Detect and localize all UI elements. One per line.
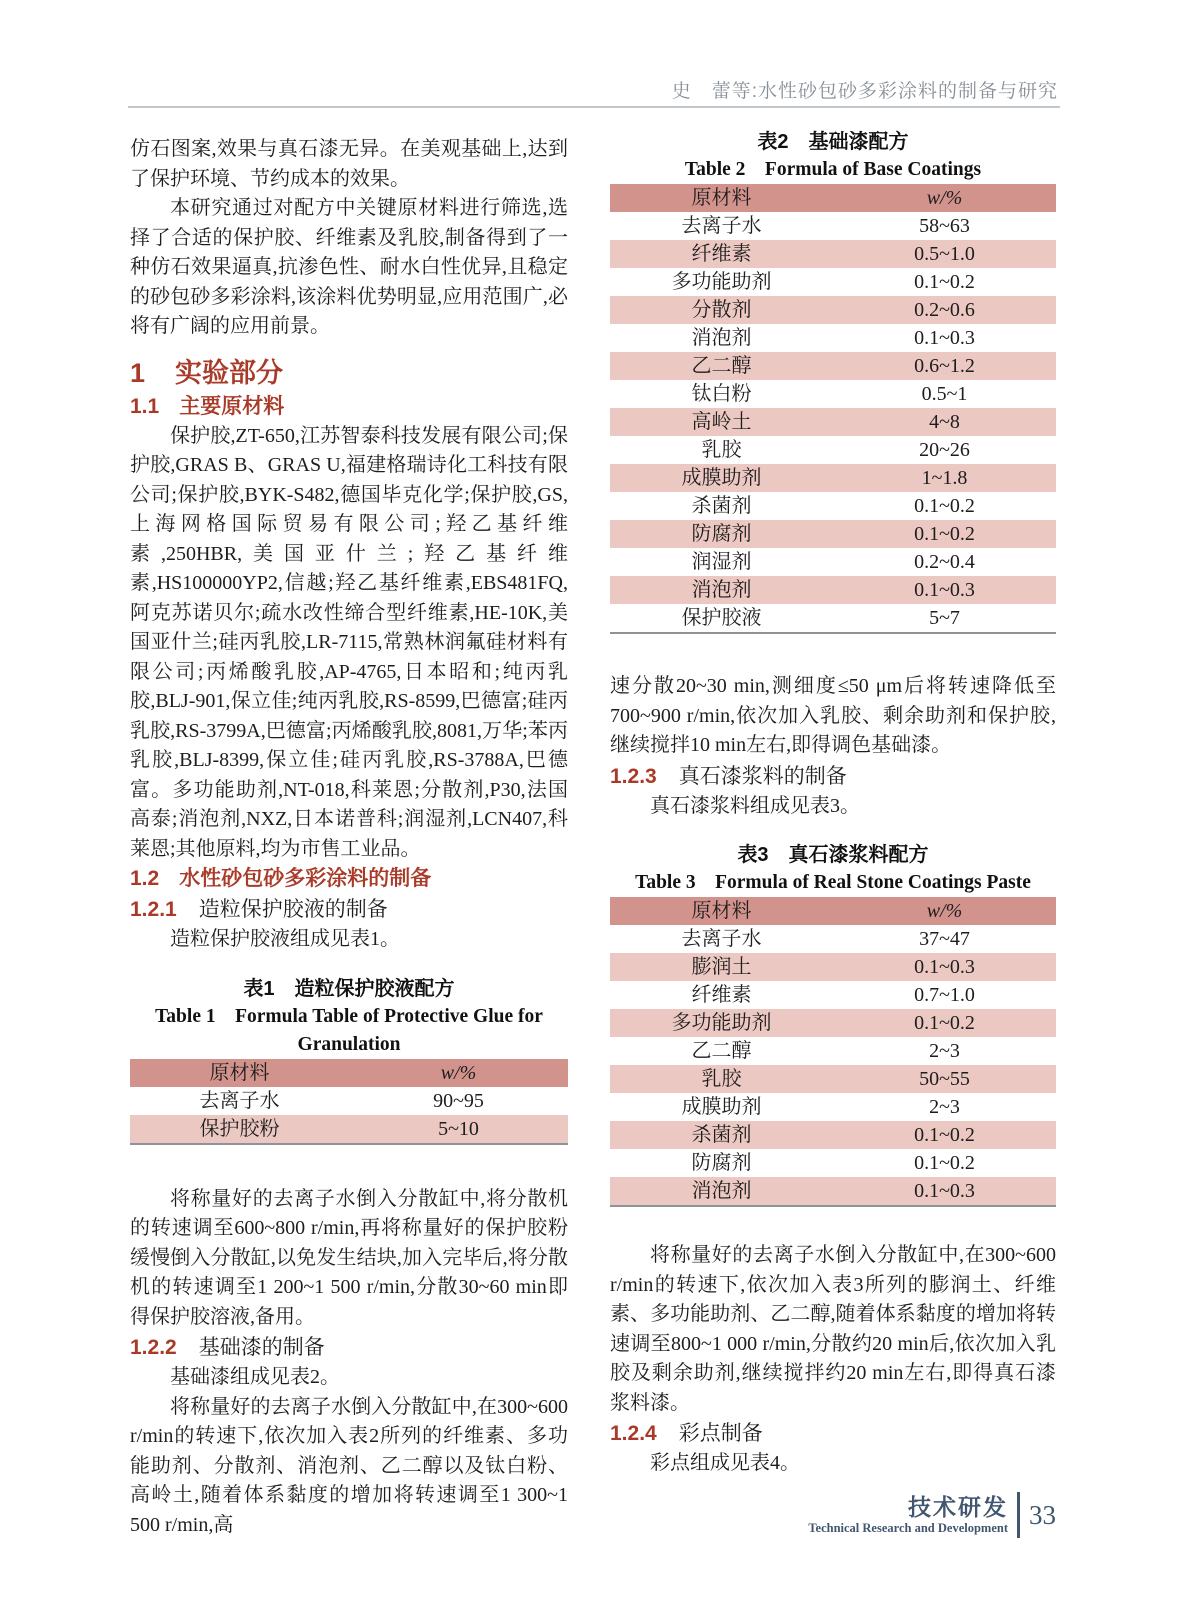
table-row <box>610 925 1056 953</box>
value-cell: 50~55 <box>919 1068 970 1090</box>
table-row <box>610 1093 1056 1121</box>
table-row <box>610 408 1056 436</box>
material-cell: 消泡剂 <box>691 327 752 349</box>
footer-section-labels <box>808 1494 1008 1536</box>
material-cell: 防腐剂 <box>691 1152 752 1174</box>
page-number: 33 <box>1029 1499 1056 1530</box>
material-cell: 乙二醇 <box>691 355 752 377</box>
value-cell: 0.1~0.3 <box>914 1180 975 1202</box>
footer-section-zh: 技术研发 <box>908 1494 1008 1520</box>
section-1-2-2-number: 1.2.2 <box>130 1336 177 1359</box>
material-cell: 膨润土 <box>691 956 752 978</box>
paragraph-intro-continued: 仿石图案,效果与真石漆无异。在美观基础上,达到了保护环境、节约成本的效果。 <box>130 138 568 190</box>
value-cell: 20~26 <box>919 439 970 461</box>
material-cell: 保护胶液 <box>681 607 762 629</box>
table-row <box>610 953 1056 981</box>
section-heading-1-2-1 <box>130 894 568 925</box>
material-cell: 原材料 <box>209 1061 270 1084</box>
material-cell: 乳胶 <box>701 439 742 461</box>
table-2-block <box>610 128 1056 634</box>
material-cell: 原材料 <box>691 187 752 209</box>
table-1-title-zh: 表1 造粒保护胶液配方 <box>243 977 455 1000</box>
material-cell: 多功能助剂 <box>671 1012 772 1034</box>
value-cell: 0.1~0.2 <box>914 271 975 293</box>
value-cell: 0.1~0.3 <box>914 327 975 349</box>
value-cell: 0.2~0.4 <box>914 551 975 573</box>
table-row <box>610 436 1056 464</box>
table-header-row <box>610 897 1056 925</box>
paragraph-granulation-process: 将称量好的去离子水倒入分散缸中,将分散机的转速调至600~800 r/min,再将称量好的保护胶粉缓慢倒入分散缸,以免发生结块,加入完毕后,将分散机的转速调至1 200~1 500 r/min,分散30~60 min即得保护胶溶液,备用。 <box>130 1187 568 1328</box>
value-cell: 0.5~1.0 <box>914 243 975 265</box>
material-cell: 去离子水 <box>199 1089 280 1112</box>
table-header-row <box>610 184 1056 212</box>
section-heading-1-2-4 <box>610 1418 1056 1449</box>
value-cell: w/% <box>926 187 963 209</box>
paragraph-raw-materials: 保护胶,ZT-650,江苏智泰科技发展有限公司;保护胶,GRAS B、GRAS U,福建格瑞诗化工科技有限公司;保护胶,BYK-S482,德国毕克化学;保护胶,GS,上海网格国际贸易有限公司;羟乙基纤维素,250HBR,美国亚什兰;羟乙基纤维素,HS100000YP2,信越;羟乙基纤维素,EBS481FQ,阿克苏诺贝尔;疏水改性缔合型纤维素,HE-10K,美国亚什兰;硅丙乳胶,LR-7115,常熟林润氟硅材料有限公司;丙烯酸乳胶,AP-4765,日本昭和;纯丙乳胶,BLJ-901,保立佳;纯丙乳胶,RS-8599,巴德富;硅丙乳胶,RS-3799A,巴德富;丙烯酸乳胶,8081,万华;苯丙乳胶,BLJ-8399,保立佳;硅丙乳胶,RS-3788A,巴德富。多功能助剂,NT-018,科莱恩;分散剂,P30,法国高泰;消泡剂,NXZ,日本诺普科;润湿剂,LCN407,科莱恩;其他原料,均为市售工业品。 <box>130 424 568 860</box>
paragraph-base-paint-left: 将称量好的去离子水倒入分散缸中,在300~600 r/min的转速下,依次加入表2所列的纤维素、多功能助剂、分散剂、消泡剂、乙二醇以及钛白粉、高岭土,随着体系黏度的增加将转速调至1 300~1 500 r/min,高 <box>130 1395 568 1536</box>
section-1-2-number: 1.2 <box>130 867 160 890</box>
table-1-block <box>130 975 568 1145</box>
value-cell: 0.1~0.2 <box>914 1152 975 1174</box>
section-1-1-number: 1.1 <box>130 394 160 418</box>
section-1-1-title: 主要原材料 <box>179 394 285 418</box>
value-cell: 0.5~1 <box>921 383 968 405</box>
table-row <box>610 548 1056 576</box>
table-2-title-zh: 表2 基础漆配方 <box>757 131 909 153</box>
material-cell: 钛白粉 <box>691 383 752 405</box>
table-3-block <box>610 841 1056 1207</box>
table-row <box>130 1087 568 1115</box>
section-1-2-1-title: 造粒保护胶液的制备 <box>198 897 388 921</box>
value-cell: 0.1~0.2 <box>914 523 975 545</box>
material-cell: 多功能助剂 <box>671 271 772 293</box>
material-cell: 高岭土 <box>691 411 752 433</box>
running-title: 史 蕾等:水性砂包砂多彩涂料的制备与研究 <box>671 81 1058 102</box>
section-heading-1-2-2 <box>130 1332 568 1363</box>
lead-1-2-1: 造粒保护胶液组成见表1。 <box>170 928 400 950</box>
table-row <box>610 1037 1056 1065</box>
table-row <box>610 464 1056 492</box>
lead-1-2-3: 真石漆浆料组成见表3。 <box>650 794 860 817</box>
material-cell: 去离子水 <box>681 928 762 950</box>
value-cell: 58~63 <box>919 215 970 237</box>
section-1-2-4-title: 彩点制备 <box>678 1421 763 1445</box>
material-cell: 分散剂 <box>691 299 752 321</box>
material-cell: 原材料 <box>691 900 752 922</box>
table-row <box>610 1009 1056 1037</box>
paragraph-base-paint-right: 速分散20~30 min,测细度≤50 μm后将转速降低至700~900 r/min,依次加入乳胶、剩余助剂和保护胶,继续搅拌10 min左右,即得调色基础漆。 <box>610 675 1056 756</box>
table-2 <box>610 184 1056 634</box>
value-cell: 0.2~0.6 <box>914 299 975 321</box>
section-heading-1-1 <box>130 392 568 422</box>
right-column <box>610 128 1056 1479</box>
table-row <box>610 604 1056 633</box>
footer-section-en: Technical Research and Development <box>808 1521 1008 1535</box>
section-heading-1 <box>130 356 568 390</box>
paragraph-stone-paste-process: 将称量好的去离子水倒入分散缸中,在300~600 r/min的转速下,依次加入表3所列的膨润土、纤维素、多功能助剂、乙二醇,随着体系黏度的增加将转速调至800~1 000 r/min,分散约20 min后,依次加入乳胶及剩余助剂,继续搅拌约20 min左右,即得真石漆浆料漆。 <box>610 1244 1056 1414</box>
material-cell: 乳胶 <box>701 1068 742 1090</box>
footer-divider <box>1017 1492 1020 1538</box>
table-row <box>610 492 1056 520</box>
material-cell: 成膜助剂 <box>681 467 762 489</box>
value-cell: 4~8 <box>929 411 960 433</box>
table-row <box>610 324 1056 352</box>
value-cell: 0.7~1.0 <box>914 984 975 1006</box>
section-heading-1-2-3 <box>610 761 1056 792</box>
table-row <box>610 380 1056 408</box>
value-cell: 0.6~1.2 <box>914 355 975 377</box>
value-cell: w/% <box>440 1061 477 1084</box>
table-row <box>610 268 1056 296</box>
material-cell: 杀菌剂 <box>691 495 752 517</box>
table-row <box>610 212 1056 240</box>
value-cell: 1~1.8 <box>921 467 968 489</box>
table-1-title-en: Table 1 Formula Table of Protective Glue for Granulation <box>155 1005 543 1055</box>
table-row <box>610 520 1056 548</box>
paragraph-intro-summary: 本研究通过对配方中关键原材料进行筛选,选择了合适的保护胶、纤维素及乳胶,制备得到了一种仿石效果逼真,抗渗色性、耐水白性优异,且稳定的砂包砂多彩涂料,该涂料优势明显,应用范围广,必将有广阔的应用前景。 <box>130 197 568 337</box>
table-row <box>610 1149 1056 1177</box>
value-cell: 90~95 <box>433 1089 484 1112</box>
section-1-2-title: 水性砂包砂多彩涂料的制备 <box>179 867 432 890</box>
material-cell: 杀菌剂 <box>691 1124 752 1146</box>
table-row <box>130 1115 568 1144</box>
material-cell: 保护胶粉 <box>199 1117 280 1140</box>
table-row <box>610 1177 1056 1206</box>
table-row <box>610 1121 1056 1149</box>
lead-1-2-2: 基础漆组成见表2。 <box>170 1366 340 1388</box>
material-cell: 消泡剂 <box>691 579 752 601</box>
table-row <box>610 1065 1056 1093</box>
value-cell: 0.1~0.2 <box>914 1124 975 1146</box>
material-cell: 去离子水 <box>681 215 762 237</box>
section-1-2-4-number: 1.2.4 <box>610 1422 657 1445</box>
header-rule <box>128 106 1060 108</box>
material-cell: 纤维素 <box>691 243 752 265</box>
table-row <box>610 576 1056 604</box>
section-1-2-2-title: 基础漆的制备 <box>198 1335 325 1359</box>
value-cell: 5~7 <box>929 607 960 629</box>
left-column <box>130 135 568 1540</box>
table-row <box>610 296 1056 324</box>
section-1-number: 1 <box>130 357 146 388</box>
table-2-title-en: Table 2 Formula of Base Coatings <box>684 159 982 180</box>
table-1 <box>130 1059 568 1145</box>
section-heading-1-2 <box>130 864 568 894</box>
running-header <box>130 76 1058 103</box>
value-cell: 0.1~0.3 <box>914 956 975 978</box>
material-cell: 乙二醇 <box>691 1040 752 1062</box>
material-cell: 润湿剂 <box>691 551 752 573</box>
material-cell: 消泡剂 <box>691 1180 752 1202</box>
value-cell: 37~47 <box>919 928 970 950</box>
value-cell: 0.1~0.3 <box>914 579 975 601</box>
value-cell: 0.1~0.2 <box>914 1012 975 1034</box>
table-3 <box>610 897 1056 1207</box>
section-1-2-3-title: 真石漆浆料的制备 <box>678 763 847 788</box>
value-cell: 2~3 <box>929 1096 960 1118</box>
section-1-2-1-number: 1.2.1 <box>130 898 177 921</box>
material-cell: 成膜助剂 <box>681 1096 762 1118</box>
section-1-title: 实验部分 <box>175 357 284 388</box>
material-cell: 纤维素 <box>691 984 752 1006</box>
table-row <box>610 240 1056 268</box>
page-footer <box>808 1492 1056 1538</box>
lead-1-2-4: 彩点组成见表4。 <box>650 1452 800 1474</box>
value-cell: 5~10 <box>438 1117 479 1140</box>
table-row <box>610 981 1056 1009</box>
section-1-2-3-number: 1.2.3 <box>610 764 657 788</box>
table-3-title-en: Table 3 Formula of Real Stone Coatings Paste <box>635 872 1031 893</box>
material-cell: 防腐剂 <box>691 523 752 545</box>
table-row <box>610 352 1056 380</box>
table-3-title-zh: 表3 真石漆浆料配方 <box>737 844 929 866</box>
table-header-row <box>130 1059 568 1087</box>
value-cell: w/% <box>926 900 963 922</box>
value-cell: 0.1~0.2 <box>914 495 975 517</box>
value-cell: 2~3 <box>929 1040 960 1062</box>
